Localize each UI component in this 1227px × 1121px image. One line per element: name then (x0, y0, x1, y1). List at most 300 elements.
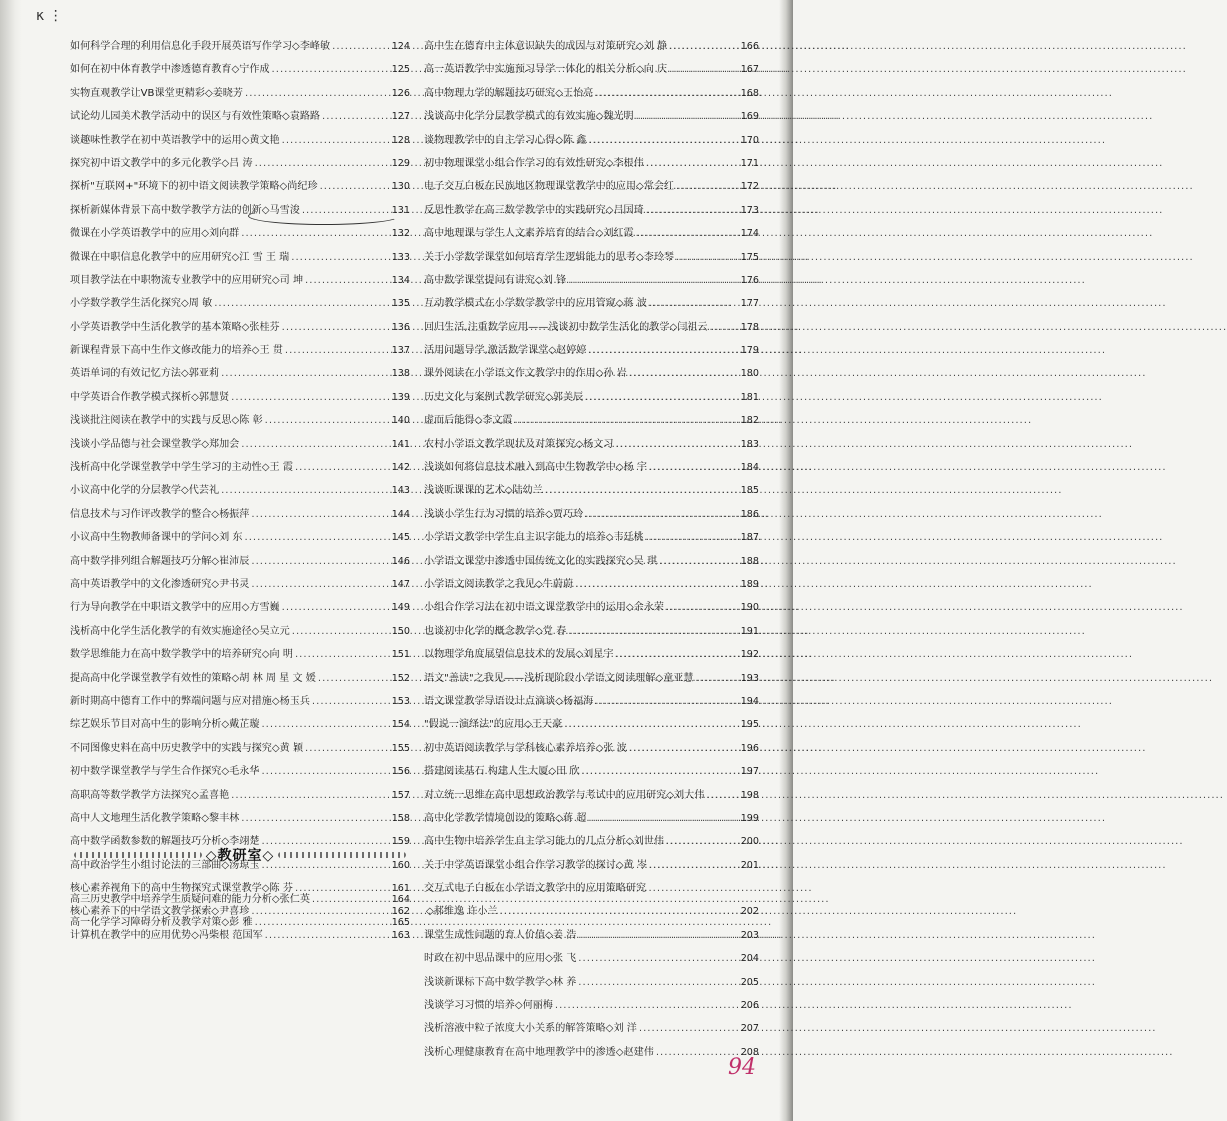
toc-entry (424, 578, 759, 601)
section-heading-label: ◇教研室◇ (205, 848, 275, 864)
toc-entry (70, 484, 410, 507)
toc-entry-page: 132 (391, 228, 410, 240)
toc-entry (424, 367, 759, 390)
toc-entry (424, 718, 759, 741)
leader-dots (255, 157, 390, 171)
toc-entry (70, 789, 410, 812)
leader-dots (585, 391, 739, 405)
toc-entry (70, 227, 410, 250)
leader-dots (282, 321, 390, 335)
toc-entry (70, 461, 410, 484)
leader-dots (295, 461, 390, 475)
toc-entry (70, 40, 410, 63)
leader-dots (318, 672, 390, 686)
toc-entry (424, 414, 759, 437)
toc-entry-page: 198 (740, 789, 759, 801)
toc-entry (424, 508, 759, 531)
heading-ornament-right (278, 852, 406, 858)
toc-entry-page: 150 (391, 625, 410, 637)
toc-entry-page: 202 (740, 906, 759, 918)
toc-entry-title: 交互式电子白板在小学语文教学中的应用策略研究 (424, 883, 647, 895)
toc-entry-title: 小学语文教学中学生自主识字能力的培养◇韦廷桃 (424, 532, 644, 544)
toc-entry-title: 高中物理力学的解题技巧研究◇王怡亮 (424, 87, 594, 99)
toc-entry-title: 浅谈批注阅读在教学中的实践与反思◇陈 彰 (70, 415, 263, 427)
toc-entry-page: 207 (740, 1023, 759, 1035)
toc-entry-page: 196 (740, 742, 759, 754)
toc-entry-authors: ◇郝维逸 许小兰 (426, 906, 498, 918)
toc-entry-page: 181 (740, 391, 759, 403)
leader-dots (659, 555, 739, 569)
toc-entry-page: 201 (740, 859, 759, 871)
leader-dots (545, 484, 739, 498)
toc-entry-title: 核心素养下的中学语文教学探索◇尹喜珍 (70, 906, 250, 918)
leader-dots (639, 1022, 739, 1036)
heading-ornament-left (74, 852, 202, 858)
toc-entry-title: 语文"善读"之我见——浅析现阶段小学语文阅读理解◇童亚慧 (424, 672, 694, 684)
leader-dots (669, 63, 739, 77)
toc-entry-title: 谈趣味性教学在初中英语教学中的运用◇黄文艳 (70, 134, 280, 146)
leader-dots (666, 601, 739, 615)
leader-dots (320, 180, 390, 194)
toc-entry (70, 893, 410, 916)
toc-entry-page: 194 (740, 695, 759, 707)
toc-entry-title: 英语单词的有效记忆方法◇郭亚莉 (70, 368, 220, 380)
toc-entry-page: 131 (391, 204, 410, 216)
handwritten-page-number: 94 (728, 1055, 756, 1080)
leader-dots (221, 367, 390, 381)
toc-entry-page: 139 (391, 391, 410, 403)
leader-dots (578, 952, 738, 966)
toc-entry-page: 193 (740, 672, 759, 684)
toc-entry (70, 110, 410, 133)
toc-entry-title: 探析新媒体背景下高中数学教学方法的创新◇马雪浚 (70, 204, 300, 216)
toc-entry-page: 142 (391, 462, 410, 474)
toc-entry (424, 63, 759, 86)
leader-dots (646, 531, 739, 545)
toc-entry-page: 164 (391, 894, 410, 905)
toc-entry-page: 166 (740, 41, 759, 52)
toc-entry-page: 190 (740, 602, 759, 614)
leader-dots (282, 601, 390, 615)
toc-entry (70, 916, 410, 939)
toc-entry-page: 130 (391, 181, 410, 193)
toc-entry (70, 367, 410, 390)
toc-entry-title: 对立统一思维在高中思想政治教学与考试中的应用研究◇刘大伟 (424, 789, 705, 801)
toc-entry (70, 812, 410, 835)
toc-entry-page: 157 (391, 789, 410, 801)
toc-entry-page: 125 (391, 64, 410, 76)
toc-entry-page: 179 (740, 345, 759, 357)
toc-entry-page: 136 (391, 321, 410, 333)
leader-dots (255, 916, 390, 930)
leader-dots (312, 893, 390, 907)
leader-dots (585, 508, 739, 522)
toc-entry-title: 搭建阅读基石 构建人生大厦◇田 欣 (424, 766, 580, 778)
toc-entry-title: 语文课堂教学导语设计点滴谈◇杨福海 (424, 695, 594, 707)
toc-entry-title: 计算机在教学中的应用优势◇冯柴根 范国军 (70, 929, 263, 941)
leader-dots (710, 321, 739, 335)
toc-entry-page: 161 (391, 883, 410, 895)
toc-entry-page: 163 (391, 929, 410, 941)
toc-entry-page: 149 (391, 602, 410, 614)
toc-entry-title: 如何科学合理的利用信息化手段开展英语写作学习◇李峰敏 (70, 41, 331, 52)
toc-entry-title: 核心素养视角下的高中生物探究式课堂教学◇陈 芬 (70, 883, 293, 895)
toc-entry-title: 高职高等数学教学方法探究◇孟喜艳 (70, 789, 230, 801)
toc-entry (424, 859, 759, 882)
toc-entry (424, 1046, 759, 1069)
toc-entry-title: 信息技术与习作评改教学的整合◇杨振萍 (70, 508, 250, 520)
toc-entry (70, 648, 410, 671)
toc-entry-page: 203 (740, 929, 759, 941)
toc-entry (424, 812, 759, 835)
leader-dots (649, 461, 739, 475)
leader-dots (295, 648, 390, 662)
leader-dots (568, 625, 738, 639)
toc-entry-page: 128 (391, 134, 410, 146)
toc-entry-page: 200 (740, 836, 759, 848)
toc-entry-title: 高中政治学生小组讨论法的三部曲◇汤琼玉 (70, 859, 260, 871)
toc-entry (424, 344, 759, 367)
toc-entry-title: 如何在初中体育教学中渗透德育教育◇宁作成 (70, 64, 270, 76)
toc-entry-page: 187 (740, 532, 759, 544)
toc-entry (70, 578, 410, 601)
leader-dots (322, 110, 390, 124)
toc-entry-page: 189 (740, 578, 759, 590)
toc-entry-page: 165 (391, 917, 410, 929)
toc-entry (70, 251, 410, 274)
toc-entry-title: 浅析高中化学生活化教学的有效实施途径◇吴立元 (70, 625, 290, 637)
leader-dots (231, 391, 390, 405)
leader-dots (568, 274, 738, 288)
toc-entry-title: 浅析溶液中粒子浓度大小关系的解答策略◇刘 洋 (424, 1023, 637, 1035)
toc-entry-title: 新课程背景下高中生作文修改能力的培养◇王 贯 (70, 345, 283, 357)
leader-dots (241, 438, 389, 452)
leader-dots (588, 344, 738, 358)
leader-dots (575, 578, 739, 592)
toc-entry-page: 140 (391, 415, 410, 427)
toc-entry-title: 关于小学数学课堂如何培育学生逻辑能力的思考◇李玲琴 (424, 251, 675, 263)
toc-entry (424, 976, 759, 999)
toc-entry-title: 提高高中化学课堂教学有效性的策略◇胡 林 周 星 文 媛 (70, 672, 316, 684)
leader-dots (588, 812, 738, 826)
toc-entry (424, 157, 759, 180)
toc-entry-page: 191 (740, 625, 759, 637)
toc-entry-title: 浅谈小学品德与社会课堂教学◇郑加会 (70, 438, 240, 450)
toc-entry-page: 158 (391, 812, 410, 824)
toc-entry (424, 672, 759, 695)
toc-entry-page: 152 (391, 672, 410, 684)
toc-entry-title: 行为导向教学在中职语文教学中的应用◇方雪巍 (70, 602, 280, 614)
toc-entry-page: 126 (391, 87, 410, 99)
toc-entry (70, 438, 410, 461)
toc-entry-title: 高中生在德育中主体意识缺失的成因与对策研究◇刘 静 (424, 41, 668, 52)
toc-entry (70, 274, 410, 297)
toc-entry-page: 143 (391, 485, 410, 497)
toc-entry-title: 浅谈新课标下高中数学教学◇林 养 (424, 976, 577, 988)
toc-entry-title: 以物理学角度展望信息技术的发展◇刘星宇 (424, 649, 614, 661)
toc-entry (424, 110, 759, 133)
leader-dots (214, 297, 389, 311)
leader-dots (649, 859, 739, 873)
toc-entry (424, 882, 759, 929)
toc-entry-title: 虚而后能得◇李文霞 (424, 415, 513, 427)
toc-entry-title: 小学英语教学中生活化教学的基本策略◇张桂芬 (70, 321, 280, 333)
leader-dots (646, 157, 739, 171)
leader-dots (332, 40, 390, 54)
toc-entry-title: 探析"互联网+"环境下的初中语文阅读教学策略◇尚纪珍 (70, 181, 318, 193)
toc-entry (70, 625, 410, 648)
toc-entry (424, 391, 759, 414)
toc-entry-page: 182 (740, 415, 759, 427)
toc-entry-title: 回归生活,注重数学应用——浅谈初中数学生活化的教学◇闫祖云 (424, 321, 708, 333)
toc-entry-page: 145 (391, 532, 410, 544)
toc-entry-title: 互动教学模式在小学数学教学中的应用管窥◇蒋 波 (424, 298, 647, 310)
leader-dots (646, 204, 739, 218)
toc-entry-title: 高中数学函数参数的解题技巧分析◇李翊楚 (70, 836, 260, 848)
toc-entry-title: 初中物理课堂小组合作学习的有效性研究◇李根伟 (424, 157, 644, 169)
leader-dots (676, 180, 739, 194)
leader-dots (265, 414, 390, 428)
toc-entry (424, 180, 759, 203)
toc-entry-title: 农村小学语文教学现状及对策探究◇杨文习 (424, 438, 614, 450)
toc-entry (424, 952, 759, 975)
toc-entry-title: 课外阅读在小学语文作文教学中的作用◇孙 岩 (424, 368, 627, 380)
leader-dots (636, 227, 739, 241)
leader-dots (305, 742, 390, 756)
toc-entry-title: 电子交互白板在民族地区物理课堂教学中的应用◇常会红 (424, 181, 675, 193)
leader-dots (261, 765, 389, 779)
leader-dots (578, 929, 738, 943)
toc-entry-page: 124 (391, 41, 410, 52)
toc-entry-page: 144 (391, 508, 410, 520)
toc-entry-page: 147 (391, 578, 410, 590)
leader-dots (555, 999, 739, 1013)
leader-dots (615, 438, 738, 452)
toc-entry (424, 438, 759, 461)
toc-entry-page: 195 (740, 719, 759, 731)
toc-entry-page: 174 (740, 228, 759, 240)
toc-entry (70, 134, 410, 157)
toc-entry-page: 175 (740, 251, 759, 263)
toc-entry-title: 高中英语教学中的文化渗透研究◇尹书灵 (70, 578, 250, 590)
toc-entry-page: 176 (740, 274, 759, 286)
toc-entry (424, 484, 759, 507)
toc-entry-page: 159 (391, 836, 410, 848)
toc-entry-title: 浅谈学习习惯的培养◇何丽梅 (424, 1000, 553, 1012)
toc-entry-page: 141 (391, 438, 410, 450)
toc-entry-title: 历史文化与案例式教学研究◇郭美辰 (424, 391, 584, 403)
leader-dots (669, 40, 739, 54)
toc-entry (70, 672, 410, 695)
toc-entry (424, 601, 759, 624)
toc-entry-page: 173 (740, 204, 759, 216)
toc-entry (424, 555, 759, 578)
toc-entry-title: 探究初中语文教学中的多元化教学◇吕 涛 (70, 157, 253, 169)
toc-entry-page: 178 (740, 321, 759, 333)
toc-entry-title: 谈物理教学中的自主学习心得◇陈 鑫 (424, 134, 587, 146)
toc-entry-page: 169 (740, 111, 759, 123)
toc-entry-page: 183 (740, 438, 759, 450)
toc-entry (424, 929, 759, 952)
leader-dots (245, 87, 390, 101)
toc-entry (70, 508, 410, 531)
toc-entry-title: 项目教学法在中职物流专业教学中的应用研究◇司 坤 (70, 274, 304, 286)
toc-entry (70, 531, 410, 554)
toc-entry-title: 浅谈高中化学分层教学模式的有效实施◇魏光明 (424, 111, 634, 123)
toc-entry-title: 数学思维能力在高中数学教学中的培养研究◇向 明 (70, 649, 293, 661)
toc-entry (424, 40, 759, 63)
toc-entry-title: 高中数学排列组合解题技巧分解◇崔沛辰 (70, 555, 250, 567)
toc-entry-title: 也谈初中化学的概念教学◇党 春 (424, 625, 567, 637)
toc-entry-title: 综艺娱乐节目对高中生的影响分析◇戴芷璇 (70, 719, 260, 731)
leader-dots (588, 134, 738, 148)
toc-entry-title: 活用问题导学,激活数学课堂◇赵婷婷 (424, 345, 587, 357)
leader-dots (291, 251, 389, 265)
toc-entry-title: 小学数学教学生活化探究◇周 敏 (70, 298, 213, 310)
leader-dots (595, 695, 738, 709)
toc-entry (70, 87, 410, 110)
toc-entry-page: 206 (740, 1000, 759, 1012)
toc-entry (70, 344, 410, 367)
toc-entry (424, 648, 759, 671)
leader-dots (292, 625, 390, 639)
toc-entry-page: 167 (740, 64, 759, 76)
leader-dots (272, 63, 390, 77)
toc-entry-page: 172 (740, 181, 759, 193)
toc-entry-page: 153 (391, 695, 410, 707)
section-heading-jiaoyanshi (70, 845, 410, 865)
toc-entry-title: 高中生物中培养学生自主学习能力的几点分析◇刘世伟 (424, 836, 664, 848)
toc-entry (70, 555, 410, 578)
toc-entry-page: 135 (391, 298, 410, 310)
pen-underline-mark (248, 207, 400, 225)
toc-entry-page: 151 (391, 649, 410, 661)
toc-entry (424, 134, 759, 157)
toc-entry (70, 297, 410, 320)
toc-entry (424, 742, 759, 765)
toc-entry-page: 188 (740, 555, 759, 567)
toc-entry-page: 146 (391, 555, 410, 567)
toc-entry-title: 高中数学课堂提问有讲究◇刘 锋 (424, 274, 567, 286)
leader-dots (261, 718, 389, 732)
toc-entry-title: 试论幼儿园美术教学活动中的误区与有效性策略◇袁路路 (70, 111, 321, 123)
leader-dots (595, 87, 738, 101)
leader-dots (231, 789, 390, 803)
leader-dots (282, 134, 390, 148)
toc-entry-page: 133 (391, 251, 410, 263)
toc-entry (424, 789, 759, 812)
toc-entry-title: 高一化学学习障碍分析及教学对策◇彭 雅 (70, 917, 253, 929)
leader-dots (251, 508, 389, 522)
leader-dots (615, 648, 738, 662)
toc-entry (424, 321, 759, 344)
toc-entry-page: 155 (391, 742, 410, 754)
toc-entry-title: 浅谈听课课的艺术◇陆幼兰 (424, 485, 543, 497)
leader-dots (666, 835, 739, 849)
leader-dots (695, 672, 738, 686)
toc-entry-page: 162 (391, 906, 410, 918)
toc-entry (70, 321, 410, 344)
toc-entry-page: 199 (740, 812, 759, 824)
toc-entry-page: 185 (740, 485, 759, 497)
leader-dots (649, 297, 739, 311)
toc-entry-title: 不同图像史料在高中历史教学中的实践与探究◇黄 颖 (70, 742, 304, 754)
toc-entry-title: 小组合作学习法在初中语文课堂教学中的运用◇余永荣 (424, 602, 664, 614)
toc-entry (424, 251, 759, 274)
toc-entry-title: 浅析高中化学课堂教学中学生学习的主动性◇王 霞 (70, 462, 293, 474)
leader-dots (500, 905, 739, 919)
toc-entry-page: 154 (391, 719, 410, 731)
toc-entry (70, 157, 410, 180)
toc-entry-title: 小学语文课堂中渗透中国传统文化的实践探究◇吴 琪 (424, 555, 658, 567)
toc-entry-title: 小议高中生物教师备课中的学问◇刘 东 (70, 532, 243, 544)
toc-entry-page: 138 (391, 368, 410, 380)
leader-dots (241, 812, 389, 826)
toc-entry-title: 中学英语合作教学模式探析◇郭慧贤 (70, 391, 230, 403)
leader-dots (251, 578, 389, 592)
toc-entry-page: 134 (391, 274, 410, 286)
leader-dots (285, 344, 390, 358)
toc-entry (70, 718, 410, 741)
toc-entry (424, 765, 759, 788)
leader-dots (656, 1046, 739, 1060)
toc-entry (424, 1022, 759, 1045)
toc-entry-title: 新时期高中德育工作中的弊端问题与应对措施◇杨玉兵 (70, 695, 310, 707)
leader-dots (244, 531, 389, 545)
toc-entry-page: 208 (740, 1046, 759, 1058)
toc-entry-title: 实物直观教学让VB课堂更精彩◇姜晓芳 (70, 87, 243, 99)
toc-entry-title: 高中人文地理生活化教学策略◇黎丰林 (70, 812, 240, 824)
leader-dots (706, 789, 738, 803)
toc-entry (424, 999, 759, 1022)
toc-entry-title: 小议高中化学的分层教学◇代芸礼 (70, 485, 220, 497)
toc-entry (70, 601, 410, 624)
toc-entry-page: 184 (740, 462, 759, 474)
leader-dots (578, 976, 738, 990)
toc-right-column (424, 40, 759, 1069)
toc-entry (424, 297, 759, 320)
toc-entry-page: 160 (391, 859, 410, 871)
toc-entry-title: 关于中学英语课堂小组合作学习教学的探讨◇黄 岑 (424, 859, 647, 871)
leader-dots (312, 695, 390, 709)
toc-entry-page: 205 (740, 976, 759, 988)
toc-entry (424, 695, 759, 718)
toc-entry-page: 186 (740, 508, 759, 520)
toc-entry-page: 168 (740, 87, 759, 99)
corner-mark: κ ⋮ (36, 8, 63, 24)
toc-entry-page: 171 (740, 157, 759, 169)
toc-entry-title: 高一英语教学中实施预习导学一体化的相关分析◇向 庆 (424, 64, 668, 76)
toc-entry (70, 742, 410, 765)
toc-entry-page: 137 (391, 345, 410, 357)
toc-entry-page: 192 (740, 649, 759, 661)
toc-entry-title: 初中数学课堂教学与学生合作探究◇毛永华 (70, 766, 260, 778)
leader-dots (305, 274, 390, 288)
leader-dots (564, 718, 739, 732)
toc-entry-title: 浅析心理健康教育在高中地理教学中的渗透◇赵建伟 (424, 1046, 654, 1058)
toc-entry (424, 835, 759, 858)
toc-entry-page: 204 (740, 953, 759, 965)
toc-entry (424, 87, 759, 110)
toc-entry (70, 414, 410, 437)
toc-entry-title: 微课在中职信息化教学中的应用研究◇江 雪 王 瑞 (70, 251, 290, 263)
leader-dots (241, 227, 389, 241)
toc-entry-title: 高中地理课与学生人文素养培育的结合◇刘红霞 (424, 228, 634, 240)
leader-dots (636, 110, 739, 124)
toc-entry (424, 625, 759, 648)
toc-entry (424, 461, 759, 484)
toc-entry-page: 197 (740, 766, 759, 778)
